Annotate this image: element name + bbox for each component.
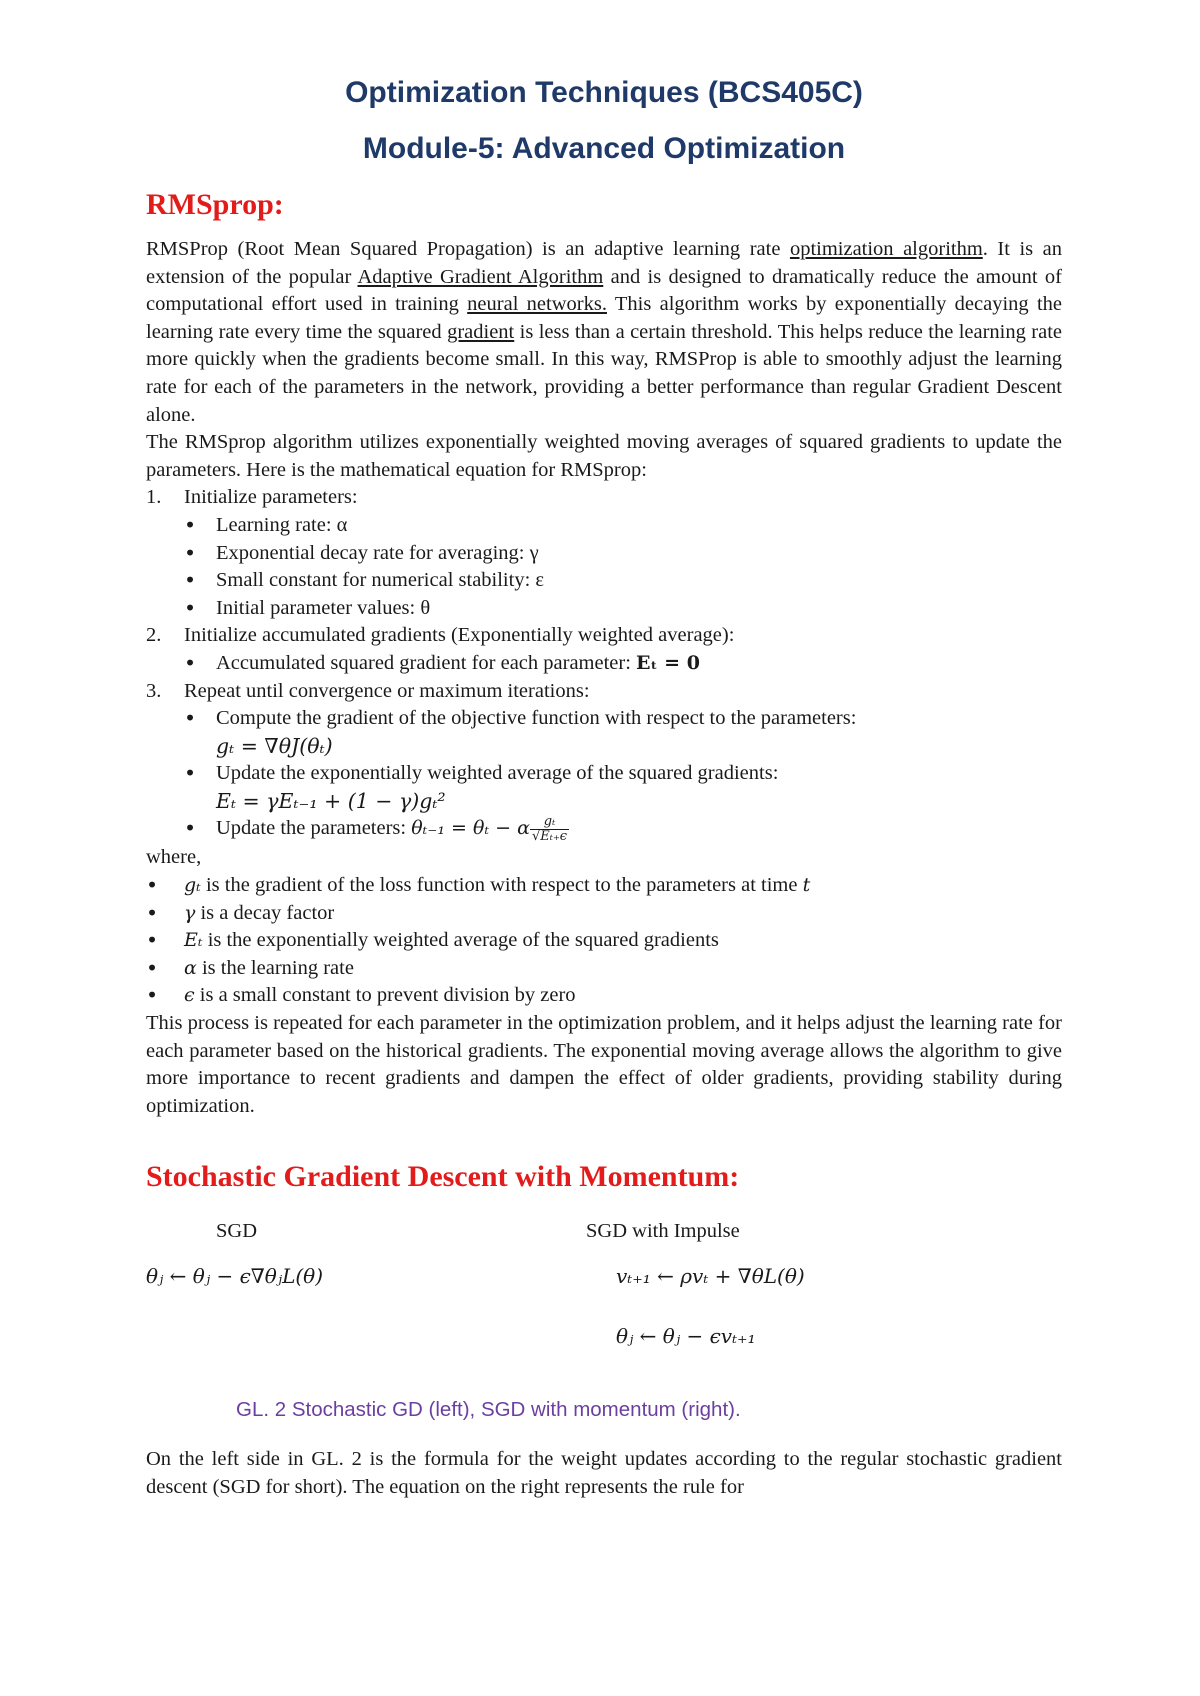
intro-text-4: This algorithm works by exponentially decaying the learning rate every time the squared: [146, 293, 1063, 343]
rmsprop-para2: The RMSprop algorithm utilizes exponentially weighted moving averages of squared gradients to update the parameters. Here is the mathematical equation for RMSprop:: [146, 431, 1062, 481]
list-item: [184, 815, 1062, 844]
rmsprop-intro: [146, 236, 1062, 429]
list-item: • Small constant for numerical stability: ε: [184, 567, 1062, 595]
page-content: [146, 70, 1062, 1502]
fraction-numerator: gₜ: [530, 815, 569, 830]
gradient-formula: gₜ = ∇θJ(θₜ): [216, 733, 333, 758]
link-optimization-algorithm[interactable]: optimization algorithm: [789, 238, 983, 260]
sgd-label: SGD: [216, 1220, 258, 1243]
intro-text-2: . It is an extension of the popular: [146, 238, 1062, 288]
intro-text-3: and is designed to dramatically reduce the amount of computational effort used in training: [146, 265, 1062, 316]
step-number: 2.: [146, 624, 162, 647]
list-item: [146, 872, 1062, 900]
inline-math: Eₜ = 0: [636, 651, 700, 674]
step-3-items-c: [184, 815, 1062, 844]
step-1: [146, 484, 1062, 622]
momentum-velocity-equation: vₜ₊₁ ← ρvₜ + ∇θL(θ): [616, 1264, 805, 1289]
average-formula: Eₜ = γEₜ₋₁ + (1 − γ)gₜ²: [216, 788, 446, 813]
symbol: ϵ: [184, 984, 195, 1007]
item-text: Update the parameters:: [216, 817, 412, 840]
symbol: α: [184, 956, 197, 979]
momentum-update-equation: θⱼ ← θⱼ − ϵvₜ₊₁: [616, 1324, 756, 1349]
symbol: gₜ: [184, 874, 201, 897]
symbol: γ: [184, 901, 196, 924]
step-2: [146, 622, 1062, 677]
step-label: Initialize parameters:: [184, 486, 358, 509]
rmsprop-heading: RMSprop:: [146, 188, 284, 221]
definition: is a small constant to prevent division by zero: [194, 984, 576, 1007]
sgd-equations: [146, 1220, 1062, 1380]
sgd-explanation: On the left side in GL. 2 is the formula for the weight updates according to the regular stochastic gradient descent (SGD for short). The equation on the right represents the rule for: [146, 1448, 1062, 1498]
symbol: Eₜ: [184, 929, 203, 952]
definition: is a decay factor: [195, 901, 335, 924]
list-item: [184, 650, 1062, 678]
update-formula: θₜ₋₁ = θₜ − α: [411, 817, 530, 840]
module-title: Module-5: Advanced Optimization: [362, 132, 846, 165]
rmsprop-steps: [146, 484, 1062, 844]
definition: is the exponentially weighted average of the squared gradients: [202, 929, 719, 952]
list-item: • Exponential decay rate for averaging: γ: [184, 540, 1062, 568]
sgd-momentum-heading: Stochastic Gradient Descent with Momentum:: [146, 1160, 740, 1194]
rmsprop-closing: This process is repeated for each parameter in the optimization problem, and it helps adjust the learning rate for each parameter based on the historical gradients. The exponential moving average allows the algorithm to give more importance to recent gradients and dampen the effect of older gradients, providing stability during optimization.: [146, 1012, 1062, 1117]
equation-caption: GL. 2 Stochastic GD (left), SGD with momentum (right).: [236, 1398, 741, 1422]
step-number: 1.: [146, 486, 162, 509]
step-3-items-b: [184, 760, 1062, 788]
item-text: Compute the gradient of the objective function with respect to the parameters:: [216, 707, 857, 730]
step-1-items: [184, 512, 1062, 622]
list-item: [146, 927, 1062, 955]
step-label: Repeat until convergence or maximum iterations:: [184, 679, 590, 702]
step-label: Initialize accumulated gradients (Exponentially weighted average):: [184, 624, 735, 647]
step-3: [146, 678, 1062, 845]
list-item: [146, 982, 1062, 1010]
symbol: t: [802, 874, 811, 897]
definition: is the gradient of the loss function with respect to the parameters at time: [200, 874, 803, 897]
where-list: [146, 872, 1062, 1010]
step-3-items: [184, 705, 1062, 733]
list-item: • Initial parameter values: θ: [184, 595, 1062, 623]
list-item: • Learning rate: α: [184, 512, 1062, 540]
sgd-equation: θⱼ ← θⱼ − ϵ∇θⱼL(θ): [146, 1264, 324, 1289]
where-label: where,: [146, 846, 202, 869]
link-neural-networks[interactable]: neural networks.: [467, 293, 607, 316]
list-item: [146, 955, 1062, 983]
intro-text-1: RMSProp (Root Mean Squared Propagation) is an adaptive learning rate: [146, 238, 790, 260]
fraction: [530, 815, 569, 844]
link-gradient[interactable]: gradient: [447, 320, 515, 343]
list-item: [184, 760, 1062, 788]
intro-text-5: is less than a certain threshold. This helps reduce the learning rate more quickly when the gradients become small. In this way, RMSProp is able to smoothly adjust the learning rate for each of the parameters in the network, providing a better performance than regular Gradient Descent alone.: [146, 320, 1062, 426]
list-item: [184, 705, 1062, 733]
link-adaptive-gradient-algorithm[interactable]: Adaptive Gradient Algorithm: [357, 265, 604, 288]
fraction-denominator: √Eₜ₊ϵ: [531, 829, 568, 845]
sgd-impulse-label: SGD with Impulse: [586, 1220, 740, 1243]
document-title: Optimization Techniques (BCS405C): [345, 76, 863, 109]
definition: is the learning rate: [196, 956, 354, 979]
step-number: 3.: [146, 679, 162, 702]
item-text: Accumulated squared gradient for each parameter:: [216, 651, 637, 674]
item-text: Update the exponentially weighted average of the squared gradients:: [216, 762, 779, 785]
list-item: [146, 900, 1062, 928]
step-2-items: [184, 650, 1062, 678]
